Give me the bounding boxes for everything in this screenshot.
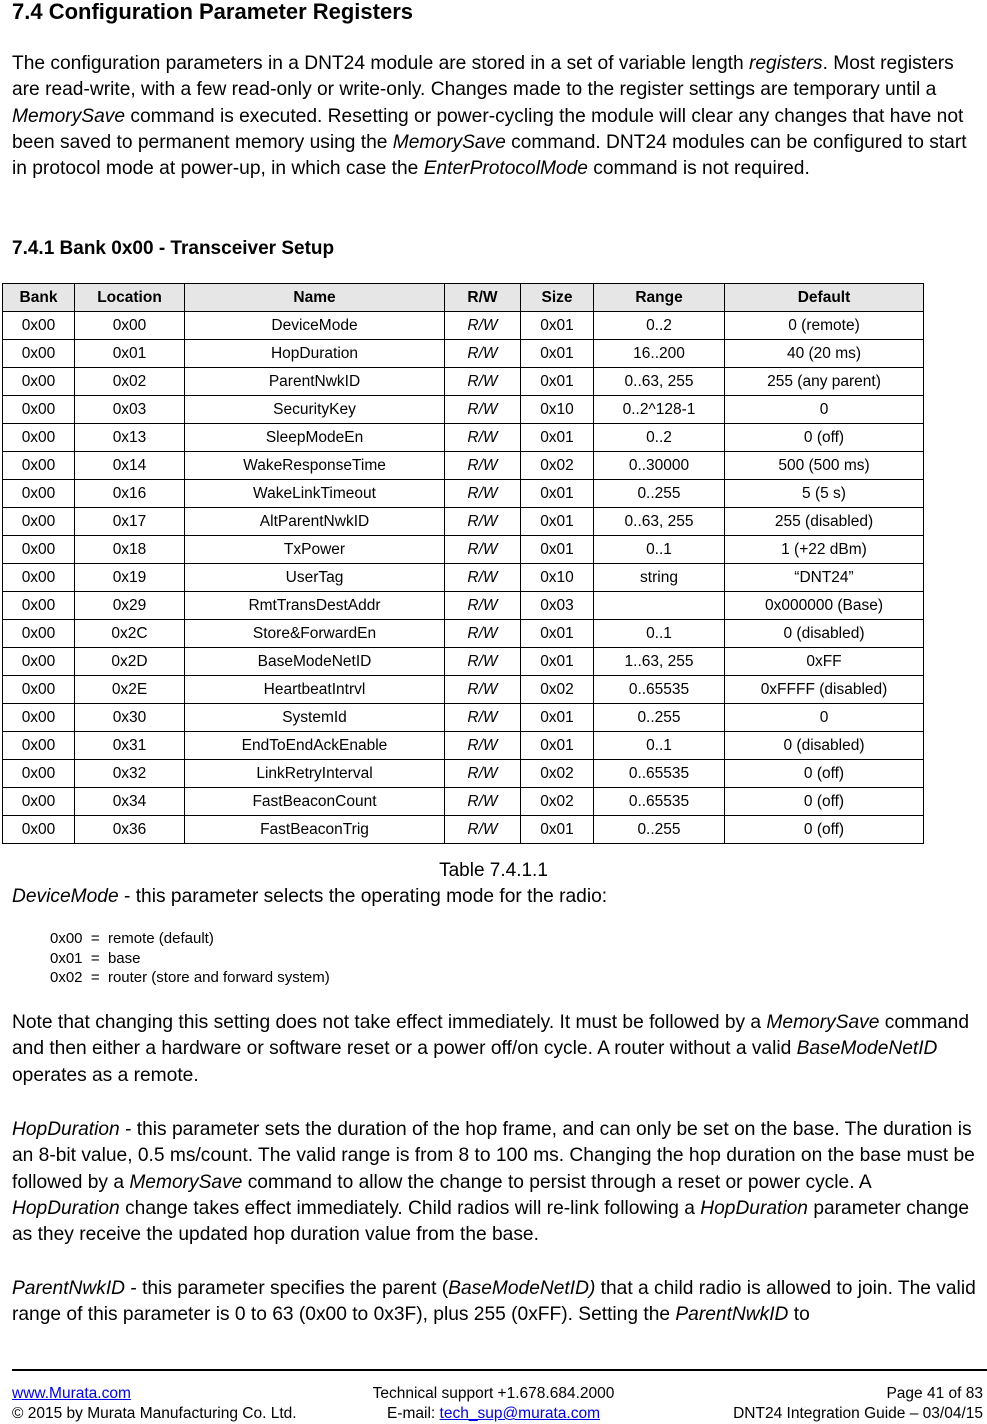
cell-bank: 0x00 [3,536,75,564]
cell-rw: R/W [445,424,521,452]
hop-italic-memorysave: MemorySave [129,1171,243,1193]
intro-text-4: command. DNT24 modules can be configured to start in protocol mode at power-up, in which case the [12,131,967,180]
cell-bank: 0x00 [3,788,75,816]
intro-text-3: command is executed. Resetting or power-cycling the module will clear any changes that have not been saved to permanent memory using the [12,105,964,153]
cell-range: 0..255 [594,704,725,732]
table-row [3,648,924,676]
cell-size: 0x02 [521,788,594,816]
note-text-2: command and then either a hardware or software reset or a power off/on cycle. A router without a valid [12,1012,970,1060]
cell-name: SecurityKey [185,396,445,424]
table-body [3,312,924,844]
cell-name: Store&ForwardEn [185,620,445,648]
cell-name: LinkRetryInterval [185,760,445,788]
parent-text-3: to [788,1304,810,1326]
cell-default: 0 (disabled) [725,620,924,648]
table-row [3,340,924,368]
note-text-1: Note that changing this setting does not take effect immediately. It must be followed by a [12,1012,767,1033]
email-label: E-mail: [386,1405,440,1422]
cell-range: 0..63, 255 [594,368,725,396]
cell-location: 0x13 [75,424,185,452]
support-phone: Technical support +1.678.684.2000 [372,1385,615,1402]
cell-bank: 0x00 [3,732,75,760]
table-row [3,676,924,704]
cell-default: 0x000000 (Base) [725,592,924,620]
table-row [3,312,924,340]
table-row [3,480,924,508]
header-rw: R/W [445,284,521,312]
cell-location: 0x17 [75,508,185,536]
cell-rw: R/W [445,536,521,564]
cell-default: 0 (off) [725,788,924,816]
table-row [3,592,924,620]
cell-default: 0xFF [725,648,924,676]
cell-location: 0x18 [75,536,185,564]
intro-text-2: . Most registers are read-write, with a few read-only or write-only. Changes made to the register settings are temporary until a [12,53,954,101]
cell-name: UserTag [185,564,445,592]
parent-italic-parentnwkid: ParentNwkID [675,1304,789,1326]
cell-size: 0x01 [521,648,594,676]
cell-size: 0x01 [521,312,594,340]
note-italic-basemodenetid: BaseModeNetID [796,1038,938,1060]
cell-bank: 0x00 [3,424,75,452]
cell-range: 0..65535 [594,760,725,788]
cell-bank: 0x00 [3,648,75,676]
cell-range: 0..2 [594,312,725,340]
table-row [3,704,924,732]
cell-bank: 0x00 [3,368,75,396]
cell-default: 1 (+22 dBm) [725,536,924,564]
intro-text-1: The configuration parameters in a DNT24 module are stored in a set of variable length [12,53,749,74]
cell-size: 0x01 [521,816,594,844]
cell-location: 0x31 [75,732,185,760]
cell-range: 0..255 [594,480,725,508]
cell-location: 0x34 [75,788,185,816]
header-name: Name [185,284,445,312]
mode-item-remote: 0x00 = remote (default) [50,930,214,947]
cell-name: BaseModeNetID [185,648,445,676]
section-title: 7.4 Configuration Parameter Registers [12,0,414,24]
parentnwkid-paragraph [12,1276,980,1329]
cell-bank: 0x00 [3,620,75,648]
devicemode-term: DeviceMode [12,886,119,907]
cell-default: 0 (remote) [725,312,924,340]
cell-bank: 0x00 [3,508,75,536]
cell-name: HeartbeatIntrvl [185,676,445,704]
footer-divider [12,1369,987,1371]
cell-range: string [594,564,725,592]
note-text-3: operates as a remote. [12,1064,199,1086]
cell-name: SystemId [185,704,445,732]
cell-size: 0x01 [521,620,594,648]
hopduration-paragraph [12,1117,980,1248]
cell-location: 0x36 [75,816,185,844]
cell-bank: 0x00 [3,396,75,424]
table-row [3,788,924,816]
table-row [3,732,924,760]
cell-name: WakeResponseTime [185,452,445,480]
subsection-title: 7.4.1 Bank 0x00 - Transceiver Setup [12,238,335,259]
table-row [3,816,924,844]
intro-italic-enterprotocolmode: EnterProtocolMode [423,158,588,180]
cell-location: 0x16 [75,480,185,508]
header-size: Size [521,284,594,312]
cell-default: 0 (off) [725,760,924,788]
cell-size: 0x01 [521,536,594,564]
table-row [3,760,924,788]
cell-rw: R/W [445,340,521,368]
cell-location: 0x19 [75,564,185,592]
cell-location: 0x02 [75,368,185,396]
hop-text-2: command to allow the change to persist through a reset or power cycle. A [242,1171,871,1193]
hop-text-4: parameter change as they receive the updated hop duration value from the base. [12,1197,970,1246]
cell-default: 500 (500 ms) [725,452,924,480]
cell-size: 0x02 [521,676,594,704]
cell-range: 0..65535 [594,676,725,704]
devicemode-desc: - this parameter selects the operating mode for the radio: [118,886,608,907]
table-row [3,396,924,424]
cell-size: 0x10 [521,396,594,424]
email-link[interactable]: tech_sup@murata.com [439,1405,601,1422]
page-number: Page 41 of 83 [886,1385,983,1402]
cell-location: 0x32 [75,760,185,788]
devicemode-paragraph [12,884,980,910]
note-paragraph [12,1010,980,1089]
table-row [3,536,924,564]
table-row [3,508,924,536]
cell-size: 0x01 [521,368,594,396]
cell-name: FastBeaconCount [185,788,445,816]
cell-name: TxPower [185,536,445,564]
cell-range: 0..2 [594,424,725,452]
cell-default: 0 (off) [725,816,924,844]
guide-title: DNT24 Integration Guide – 03/04/15 [733,1405,983,1422]
cell-range: 0..1 [594,732,725,760]
table-row [3,424,924,452]
cell-location: 0x00 [75,312,185,340]
cell-default: 0xFFFF (disabled) [725,676,924,704]
intro-italic-memorysave-2: MemorySave [392,131,506,153]
mode-item-router: 0x02 = router (store and forward system) [50,969,330,986]
mode-item-base: 0x01 = base [50,949,141,967]
devicemode-list [50,929,330,988]
parent-italic-basemodenetid: BaseModeNetID) [448,1278,596,1299]
cell-range: 0..65535 [594,788,725,816]
table-row [3,620,924,648]
cell-name: ParentNwkID [185,368,445,396]
cell-rw: R/W [445,480,521,508]
cell-range: 1..63, 255 [594,648,725,676]
cell-rw: R/W [445,508,521,536]
cell-range: 0..1 [594,620,725,648]
cell-location: 0x2E [75,676,185,704]
hop-italic-hopduration-1: HopDuration [12,1197,120,1219]
hop-text-3: change takes effect immediately. Child radios will re-link following a [119,1197,701,1219]
cell-bank: 0x00 [3,704,75,732]
parent-text-1: - this parameter specifies the parent ( [125,1278,449,1299]
cell-location: 0x30 [75,704,185,732]
note-italic-memorysave: MemorySave [766,1012,880,1033]
cell-rw: R/W [445,368,521,396]
cell-default: 0 (disabled) [725,732,924,760]
cell-name: FastBeaconTrig [185,816,445,844]
cell-rw: R/W [445,704,521,732]
cell-range: 0..30000 [594,452,725,480]
cell-bank: 0x00 [3,340,75,368]
cell-default: 0 (off) [725,424,924,452]
cell-rw: R/W [445,648,521,676]
hop-text-1: - this parameter sets the duration of the hop frame, and can only be set on the base. The duration is an 8-bit value, 0.5 ms/count. The valid range is from 8 to 100 ms. Changing the hop duration on the base must be followed by a [12,1119,975,1193]
table-row [3,452,924,480]
cell-name: WakeLinkTimeout [185,480,445,508]
cell-size: 0x01 [521,424,594,452]
hop-italic-hopduration-2: HopDuration [700,1197,808,1219]
footer-right [733,1384,983,1424]
table-header-row [3,284,924,312]
cell-range: 0..255 [594,816,725,844]
cell-bank: 0x00 [3,480,75,508]
cell-name: AltParentNwkID [185,508,445,536]
cell-range: 0..63, 255 [594,508,725,536]
cell-name: SleepModeEn [185,424,445,452]
cell-default: 255 (disabled) [725,508,924,536]
cell-size: 0x03 [521,592,594,620]
cell-rw: R/W [445,592,521,620]
cell-name: DeviceMode [185,312,445,340]
intro-italic-registers: registers [749,53,823,74]
cell-default: 0 [725,704,924,732]
cell-rw: R/W [445,732,521,760]
intro-text-5: command is not required. [587,158,810,180]
cell-rw: R/W [445,620,521,648]
cell-name: EndToEndAckEnable [185,732,445,760]
cell-bank: 0x00 [3,592,75,620]
cell-rw: R/W [445,396,521,424]
cell-size: 0x01 [521,508,594,536]
cell-size: 0x10 [521,564,594,592]
parent-text-2: that a child radio is allowed to join. The valid range of this parameter is 0 to 63 (0x00 to 0x3F), plus 255 (0xFF). Setting the [12,1278,976,1326]
cell-range [594,592,725,620]
cell-range: 0..1 [594,536,725,564]
header-default: Default [725,284,924,312]
cell-location: 0x01 [75,340,185,368]
cell-rw: R/W [445,676,521,704]
cell-rw: R/W [445,760,521,788]
cell-size: 0x02 [521,452,594,480]
cell-size: 0x01 [521,340,594,368]
cell-size: 0x02 [521,760,594,788]
header-location: Location [75,284,185,312]
cell-bank: 0x00 [3,676,75,704]
cell-location: 0x2C [75,620,185,648]
cell-location: 0x14 [75,452,185,480]
cell-range: 16..200 [594,340,725,368]
intro-paragraph [12,51,980,182]
cell-size: 0x01 [521,480,594,508]
cell-default: 5 (5 s) [725,480,924,508]
cell-default: “DNT24” [725,564,924,592]
cell-size: 0x01 [521,732,594,760]
cell-rw: R/W [445,312,521,340]
table-caption: Table 7.4.1.1 [439,860,548,881]
cell-location: 0x03 [75,396,185,424]
table-row [3,368,924,396]
copyright-text: © 2015 by Murata Manufacturing Co. Ltd. [12,1405,297,1422]
intro-italic-memorysave-1: MemorySave [12,105,126,127]
cell-default: 0 [725,396,924,424]
cell-default: 255 (any parent) [725,368,924,396]
cell-rw: R/W [445,788,521,816]
cell-location: 0x2D [75,648,185,676]
cell-rw: R/W [445,816,521,844]
cell-location: 0x29 [75,592,185,620]
cell-bank: 0x00 [3,760,75,788]
website-link[interactable]: www.Murata.com [12,1385,131,1402]
cell-range: 0..2^128-1 [594,396,725,424]
cell-size: 0x01 [521,704,594,732]
cell-name: RmtTransDestAddr [185,592,445,620]
table-row [3,564,924,592]
parent-term: ParentNwkID [12,1278,126,1299]
cell-bank: 0x00 [3,312,75,340]
cell-default: 40 (20 ms) [725,340,924,368]
cell-bank: 0x00 [3,564,75,592]
cell-rw: R/W [445,452,521,480]
hop-term: HopDuration [12,1119,120,1140]
cell-name: HopDuration [185,340,445,368]
header-range: Range [594,284,725,312]
cell-bank: 0x00 [3,452,75,480]
register-table [2,283,924,844]
cell-bank: 0x00 [3,816,75,844]
cell-rw: R/W [445,564,521,592]
header-bank: Bank [3,284,75,312]
